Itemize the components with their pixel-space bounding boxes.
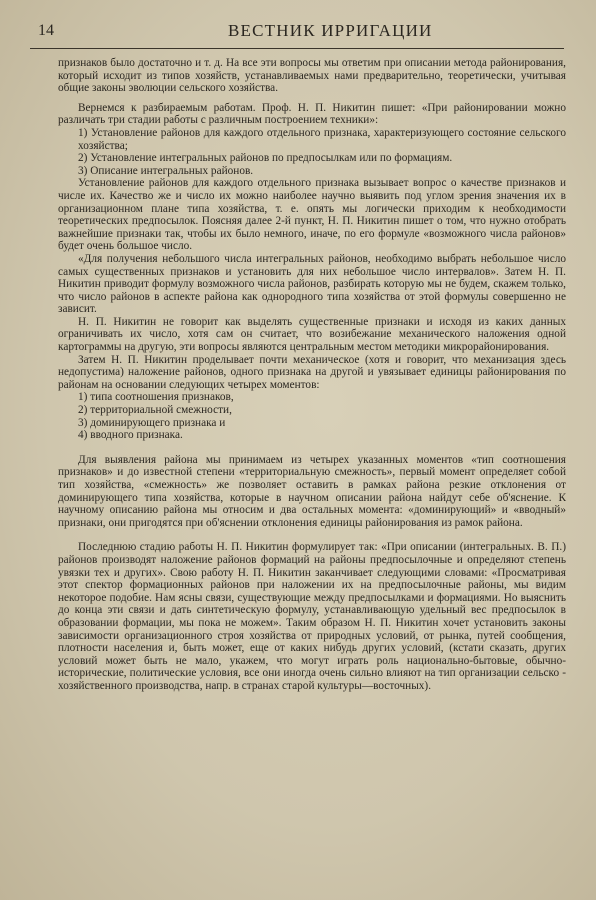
stages-list-item: 3) Описание интегральных районов.	[78, 164, 254, 177]
moments-list	[58, 391, 566, 441]
moments-list-item: 4) вводного признака.	[78, 429, 183, 442]
article-body	[58, 57, 566, 693]
paragraph-3: Установление районов для каждого отдельного признака вызывает вопрос о качестве признаков и числе их. Качество же и число их можно наиболее научно выявить под углом зрения значения их в организационном плане типа хозяйства, т. е. опять мы логически приходим к необходимости теоретических предпосылок. Поясняя далее 2-й пункт, Н. П. Никитин пишет о том, что нужно отобрать важнейшие признаки так, чтобы их было немного, иначе, по его формуле «возможного числа районов» будет очень большое число.	[58, 177, 566, 253]
paragraph-gap	[58, 529, 566, 541]
paragraph-2: Вернемся к разбираемым работам. Проф. Н. П. Никитин пишет: «При районировании можно различать три стадии работы с различным построением техники»:	[58, 101, 566, 127]
paragraph-1: признаков было достаточно и т. д. На все эти вопросы мы ответим при описании метода районирования, который исходит из типов хозяйств, устанавливаемых нами предварительно, теоретически, учитывая общие законы эволюции сельского хозяйства.	[58, 57, 566, 95]
page-number: 14	[38, 22, 54, 39]
running-title: ВЕСТНИК ИРРИГАЦИИ	[228, 21, 433, 40]
stages-list-item: 1) Установление районов для каждого отдельного признака, характеризующего состояние сельского хозяйства;	[78, 126, 566, 152]
moments-list-item: 2) территориальной смежности,	[78, 404, 232, 417]
paragraph-6: Затем Н. П. Никитин проделывает почти механическое (хотя и говорит, что механизация здесь недопустима) наложение районов, одного признака на другой и увязывает единицы районирования по районам на основании следующих четырех моментов:	[58, 353, 566, 391]
paragraph-gap	[58, 442, 566, 454]
paragraph-7: Для выявления района мы принимаем из четырех указанных моментов «тип соотношения признаков» и до известной степени «территориальную смежность», первый момент определяет собой тип хозяйства, «смежность» же позволяет оставить в рамках района резкие отклонения от доминирующего типа хозяйства, которые в научном описании района найдут себе об'яснение. К научному описанию района мы относим и два остальных момента: «доминирующий» и «вводный» признаки, они пригодятся при об'яснении отклонения единицы районирования из рамок района.	[58, 453, 566, 529]
paragraph-gap	[58, 95, 566, 102]
stages-list-item: 2) Установление интегральных районов по предпосылкам или по формациям.	[78, 152, 453, 165]
page-header	[38, 20, 558, 46]
stages-list	[58, 127, 566, 177]
header-rule	[30, 48, 564, 49]
paragraph-8: Последнюю стадию работы Н. П. Никитин формулирует так: «При описании (интегральных. В. П.) районов производят наложение районов формаций на районы предпосылочные и определяют степень увязки тех и других». Свою работу Н. П. Никитин заканчивает следующими словами: «Просматривая этот спектор формационных районов при наложении их на предпосылочные районы, мы видим некоторое подобие. Нам ясны связи, существующие между предпосылками и формациями. Но выяснить до конца эти связи и дать синтетическую формулу, устанавливающую удельный вес предпосылок в образовании формации, мы пока не можем». Таким образом Н. П. Никитин хочет установить законы зависимости организационного строя хозяйства от природных условий, от рынка, путей сообщения, плотности населения и, быть может, еще от каких нибудь других условий, (кстати сказать, других условий может быть не мало, укажем, что могут играть роль национально-бытовые, обычно-исторические, политические условия, все они иногда очень сильно влияют на тип организации сельско - хозяйственного производства, напр. в странах старой культуры—восточных).	[58, 541, 566, 692]
paragraph-5: Н. П. Никитин не говорит как выделять существенные признаки и исходя из каких данных ограничивать их число, хотя сам он считает, что возибежание механического наложения одной картограммы на другую, эти вопросы являются центральным местом методики микрорайонирования.	[58, 315, 566, 354]
moments-list-item: 1) типа соотношения признаков,	[78, 391, 234, 404]
moments-list-item: 3) доминирующего признака и	[78, 416, 226, 429]
paragraph-4: «Для получения небольшого числа интегральных районов, необходимо выбрать небольшое число самых существенных признаков и установить для них небольшое число интервалов». Затем Н. П. Никитин приводит формулу возможного числа районов, разбирать которую мы не будем, скажем только, что число районов в аспекте района как однородного типа хозяйства от этой формулы совершенно не зависит.	[58, 252, 566, 316]
